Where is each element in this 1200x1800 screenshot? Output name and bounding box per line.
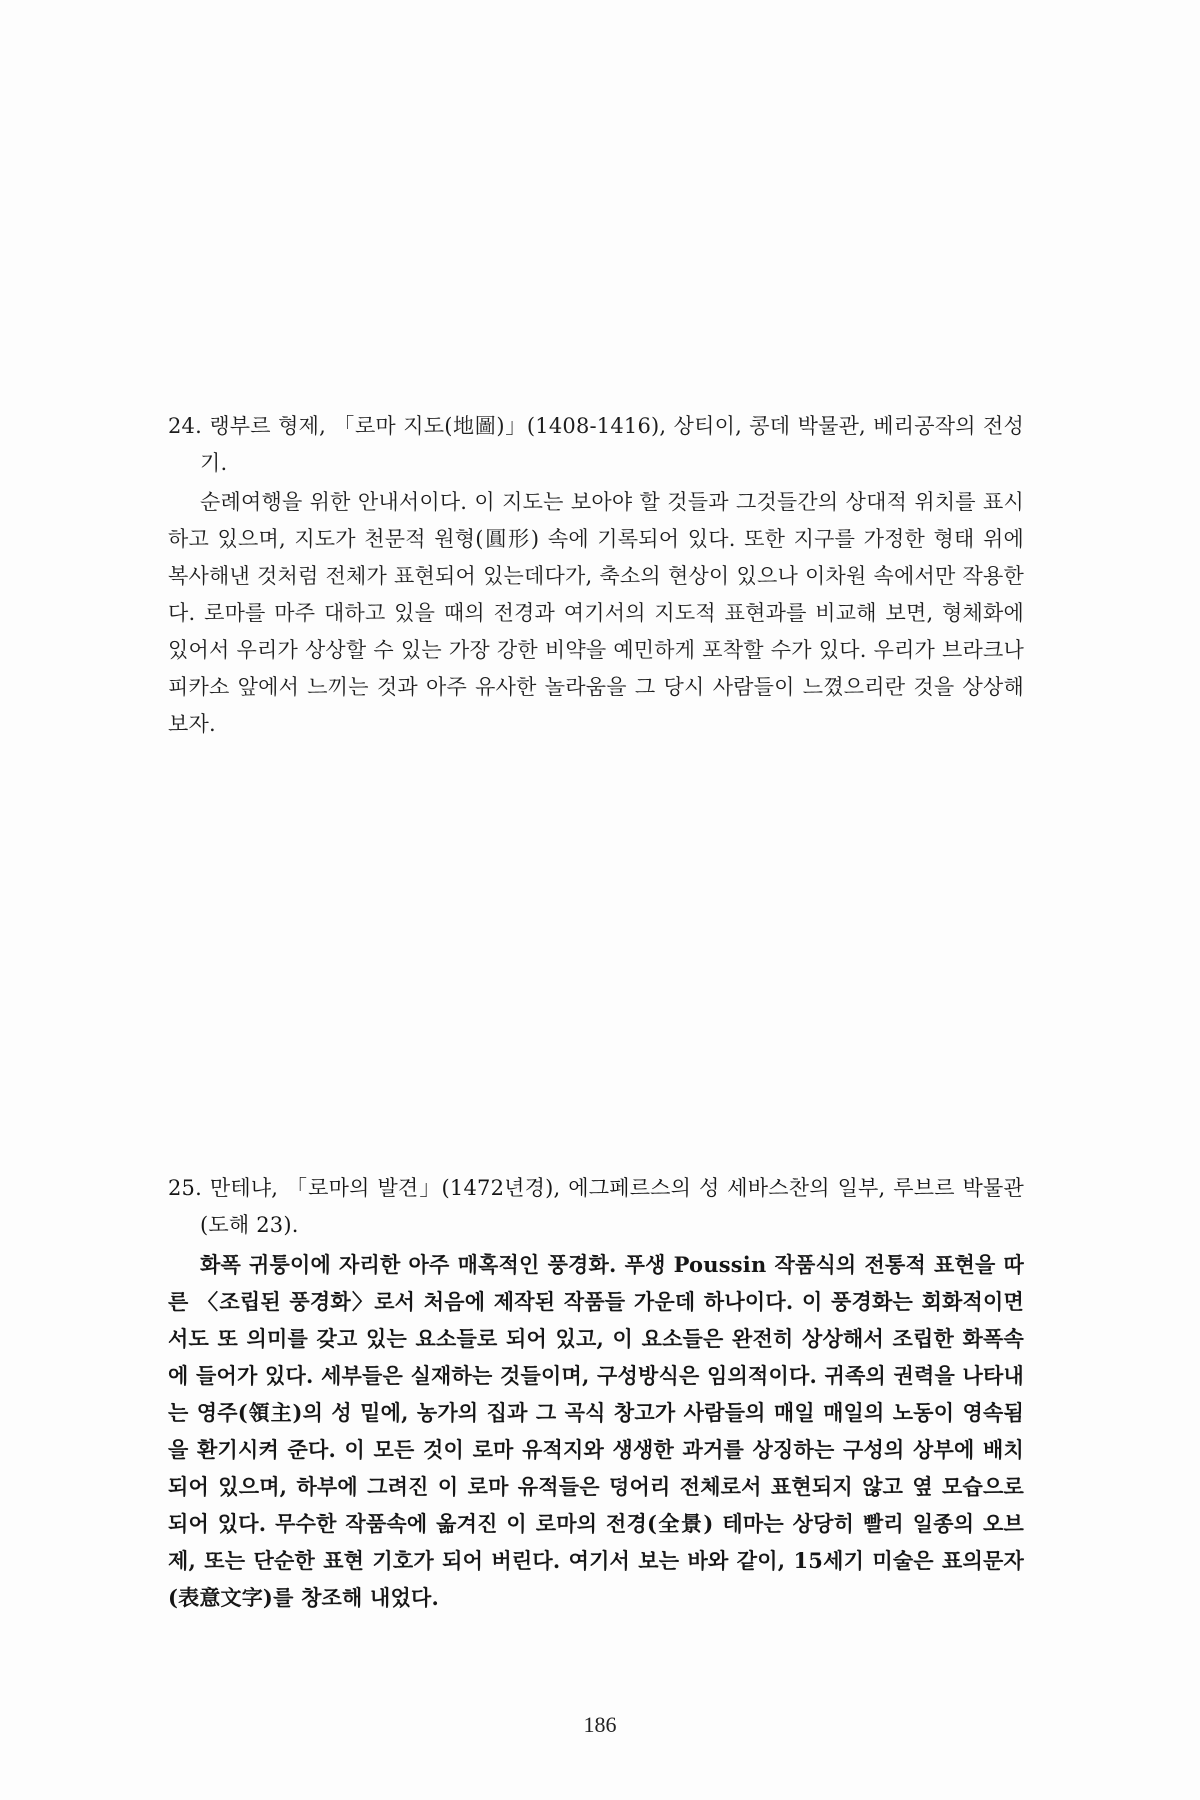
caption-body: 순례여행을 위한 안내서이다. 이 지도는 보아야 할 것들과 그것들간의 상대적 위치를 표시하고 있으며, 지도가 천문적 원형(圓形) 속에 기록되어 있다. 또한 지구를 가정한 형태 위에 복사해낸 것처럼 전체가 표현되어 있는데다가, 축소의 현상이 있으나 이차원 속에서만 작용한다. 로마를 마주 대하고 있을 때의 전경과 여기서의 지도적 표현과를 비교해 보면, 형체화에 있어서 우리가 상상할 수 있는 가장 강한 비약을 예민하게 포착할 수가 있다. 우리가 브라크나 피카소 앞에서 느끼는 것과 아주 유사한 놀라움을 그 당시 사람들이 느꼈으리란 것을 상상해 보자. (168, 490, 1024, 736)
caption-heading: 24. 랭부르 형제, 「로마 지도(地圖)」(1408-1416), 상티이, 콩데 박물관, 베리공작의 전성기. (168, 414, 1024, 475)
caption-body: 화폭 귀퉁이에 자리한 아주 매혹적인 풍경화. 푸생 Poussin 작품식의 전통적 표현을 따른 〈조립된 풍경화〉로서 처음에 제작된 작품들 가운데 하나이다. 이 풍경화는 회화적이면서도 또 의미를 갖고 있는 요소들로 되어 있고, 이 요소들은 완전히 상상해서 조립한 화폭속에 들어가 있다. 세부들은 실재하는 것들이며, 구성방식은 임의적이다. 귀족의 권력을 나타내는 영주(領主)의 성 밑에, 농가의 집과 그 곡식 창고가 사람들의 매일 매일의 노동이 영속됨을 환기시켜 준다. 이 모든 것이 로마 유적지와 생생한 과거를 상징하는 구성의 상부에 배치되어 있으며, 하부에 그려진 이 로마 유적들은 덩어리 전체로서 표현되지 않고 옆 모습으로 되어 있다. 무수한 작품속에 옮겨진 이 로마의 전경(全景) 테마는 상당히 빨리 일종의 오브제, 또는 단순한 표현 기호가 되어 버린다. 여기서 보는 바와 같이, 15세기 미술은 표의문자(表意文字)를 창조해 내었다. (168, 1252, 1024, 1610)
caption-25 (168, 1170, 1024, 1616)
caption-24 (168, 408, 1024, 743)
page-number: 186 (583, 1712, 617, 1737)
caption-heading: 25. 만테냐, 「로마의 발견」(1472년경), 에그페르스의 성 세바스찬의 일부, 루브르 박물관(도해 23). (168, 1176, 1024, 1237)
